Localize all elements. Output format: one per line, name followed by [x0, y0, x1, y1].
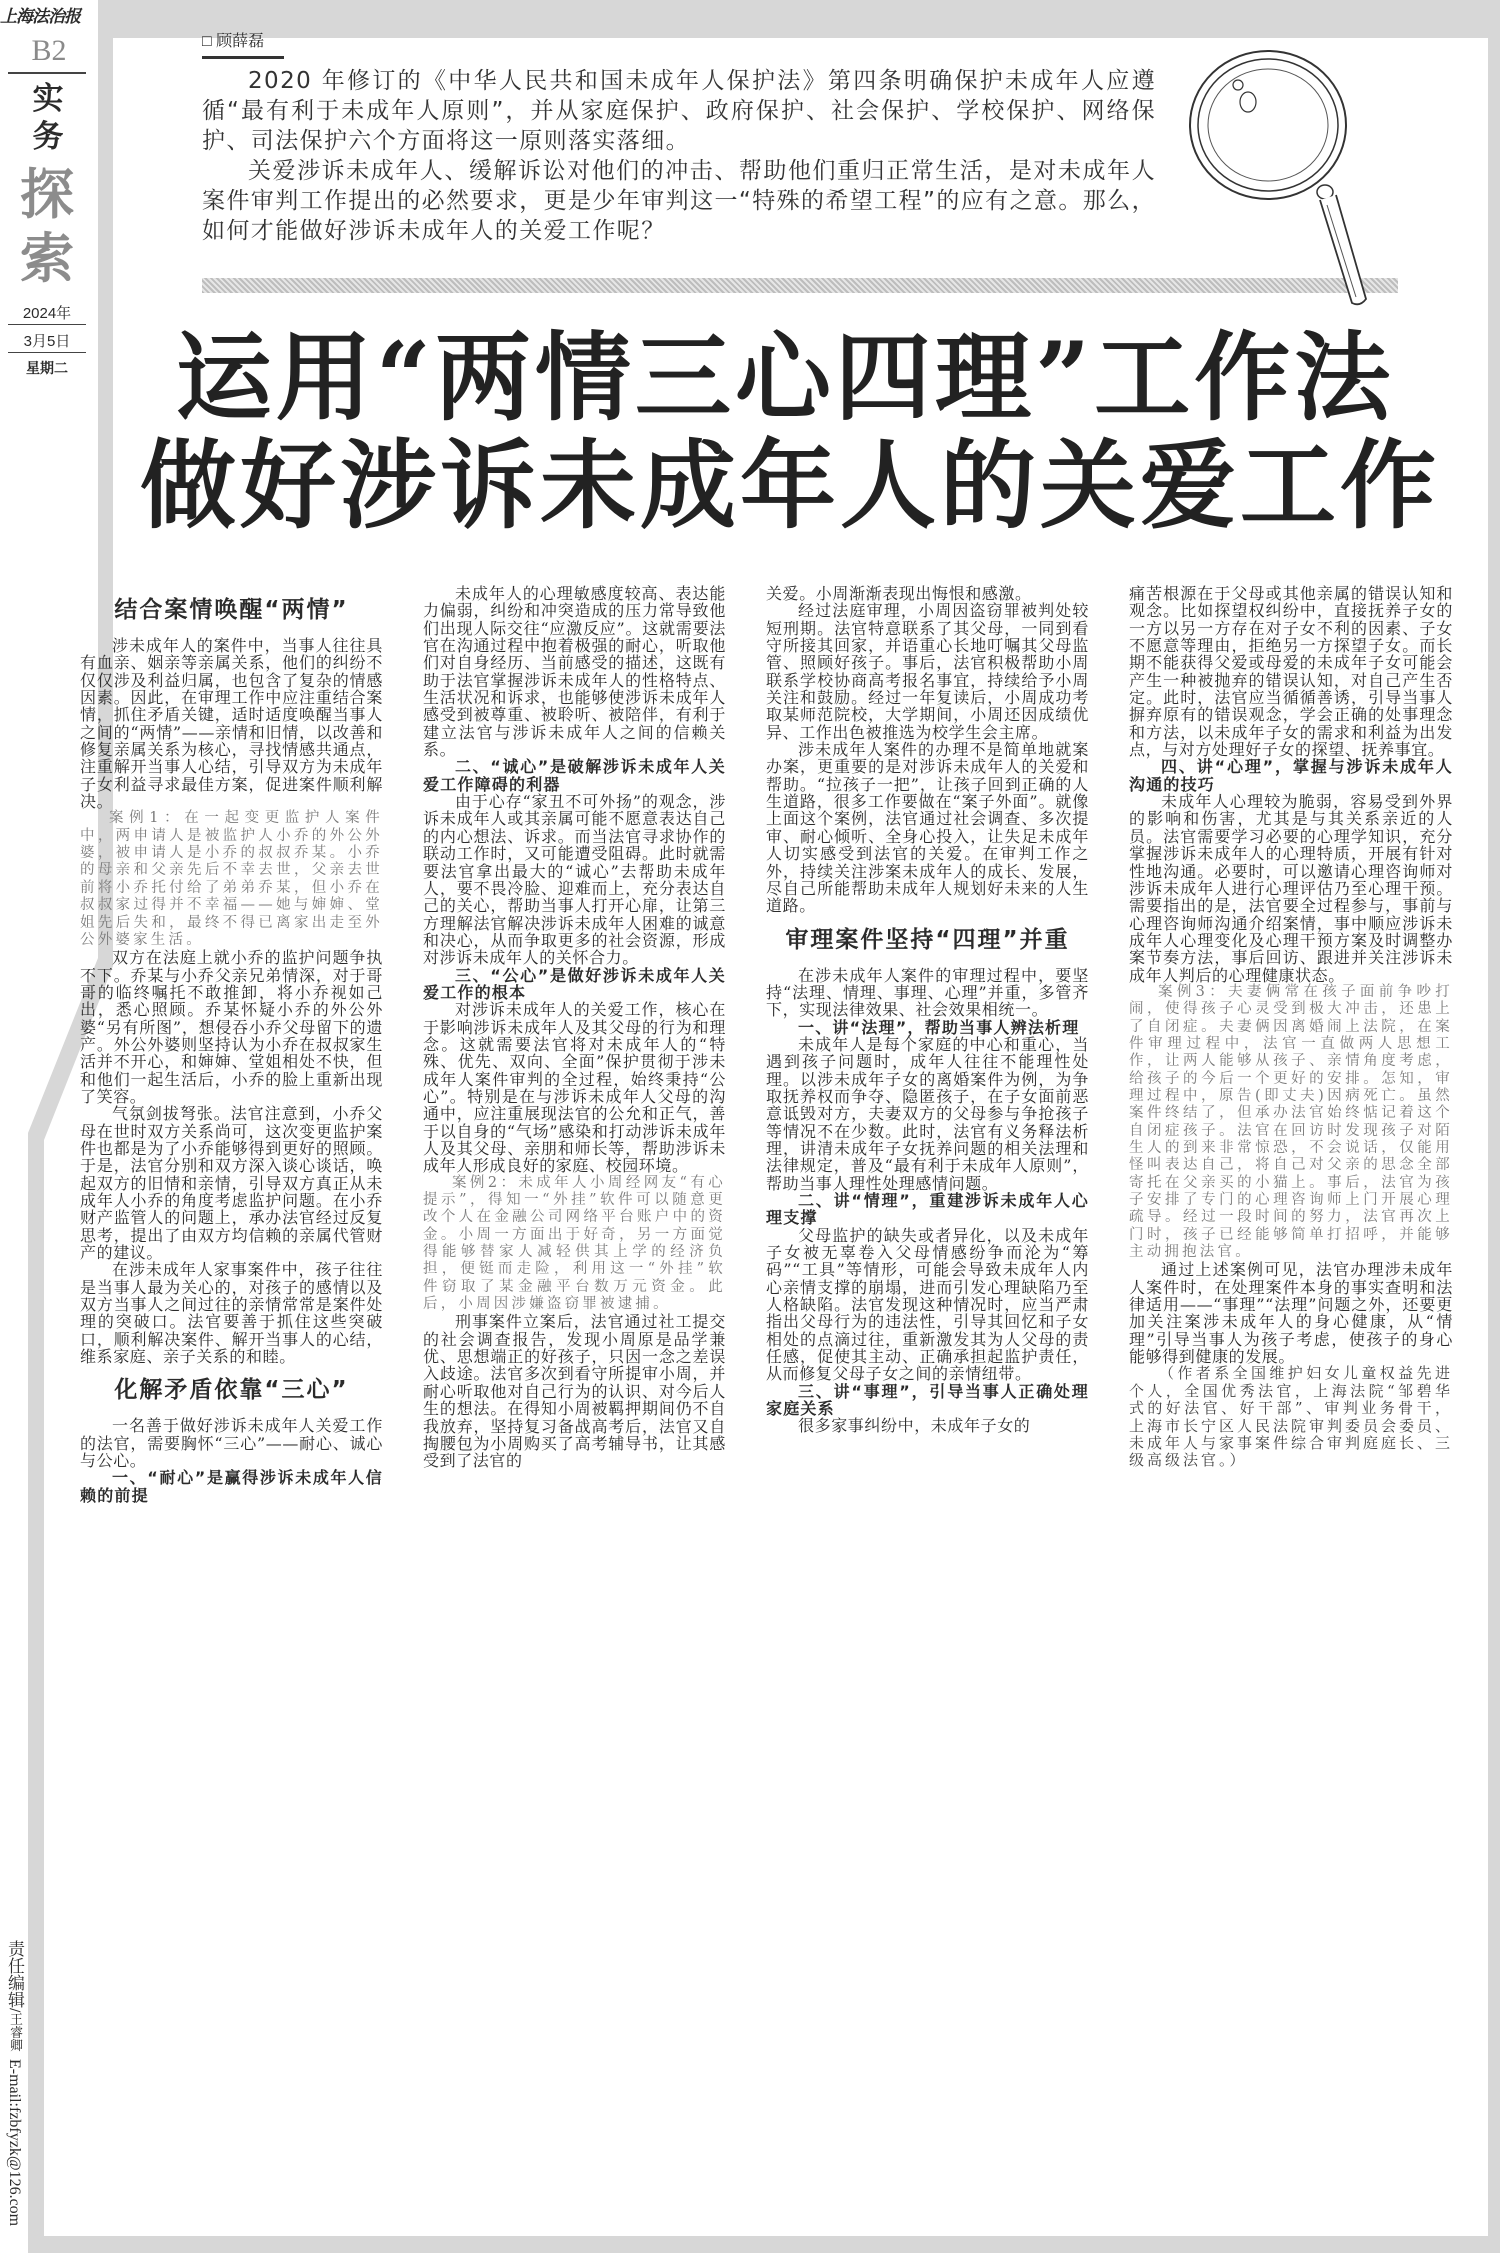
author-bio: （作者系全国维护妇女儿童权益先进个人，全国优秀法官，上海法院“邹碧华式的好法官、好干部”、审判业务骨干，上海市长宁区人民法院审判委员会委员、未成年人与家事案件综合审判庭庭长、三级高级法官。） — [1129, 1364, 1454, 1470]
subheading: 四、讲“心理”，掌握与涉诉未成年人沟通的技巧 — [1129, 757, 1453, 794]
paragraph: 经过法庭审理，小周因盗窃罪被判处较短刑期。法官特意联系了其父母，一同到看守所接其回家，并语重心长地叮嘱其父母监管、照顾好孩子。事后，法官积极帮助小周联系学校协商高考报名事宜，持续给予小周关注和鼓励。经过一年复读后，小周成功考取某师范院校，大学期间，小周还因成绩优异、工作出色被推选为校学生会主席。 — [766, 601, 1089, 742]
paragraph: 双方在法庭上就小乔的监护问题争执不下。乔某与小乔父亲兄弟情深，对于哥哥的临终嘱托不敢推卸，将小乔视如己出，悉心照顾。乔某怀疑小乔的外公外婆“另有所图”，想侵吞小乔父母留下的遗产。外公外婆则坚持认为小乔在叔叔家生活并不开心，和婶婶、堂姐相处不快，但和他们一起生活后，小乔的脸上重新出现了笑容。 — [80, 948, 383, 1106]
magnifier-icon — [1180, 45, 1380, 310]
subheading: 二、讲“情理”，重建涉诉未成年人心理支撑 — [766, 1191, 1089, 1228]
paragraph: 通过上述案例可见，法官办理涉未成年人案件时，在处理案件本身的事实查明和法律适用——“事理”“法理”问题之外，还要更加关注案涉未成年人的身心健康，从“情理”引导当事人为孩子考虑，使孩子的身心能够得到健康的发展。 — [1129, 1260, 1453, 1367]
subheading: 三、“公心”是做好涉诉未成年人关爱工作的根本 — [423, 965, 726, 1002]
paragraph: 刑事案件立案后，法官通过社工提交的社会调查报告，发现小周原是品学兼优、思想端正的好孩子，只因一念之差误入歧途。法官多次到看守所提审小周，并耐心听取他对自己行为的认识、对今后人生的想法。在得知小周被羁押期间仍不自我放弃，坚持复习备战高考后，法官又自掏腰包为小周购买了高考辅导书，让其感受到了法官的 — [423, 1312, 726, 1471]
divider — [8, 72, 86, 74]
lead-paragraph: 2020 年修订的《中华人民共和国未成年人保护法》第四条明确保护未成年人应遵循“最有利于未成年人原则”，并从家庭保护、政府保护、社会保护、学校保护、网络保护、司法保护六个方面将这一原则落实落细。 — [202, 68, 1156, 154]
paragraph: 未成年人心理较为脆弱，容易受到外界的影响和伤害，尤其是与其关系亲近的人员。法官需要学习必要的心理学知识，充分掌握涉诉未成年人的心理特质，开展有针对性地沟通。必要时，可以邀请心理咨询师对涉诉未成年人进行心理评估乃至心理干预。需要指出的是，法官要全过程参与，事前与心理咨询师沟通介绍案情，事中顺应涉诉未成年人心理变化及心理干预方案及时调整办案节奏方法，事后回访、跟进并关注涉诉未成年人判后的心理健康状态。 — [1129, 792, 1453, 985]
paragraph: 涉未成年人的案件中，当事人往往具有血亲、姻亲等亲属关系，他们的纠纷不仅仅涉及利益归属，也包含了复杂的情感因素。因此，在审理工作中应注重结合案情，抓住矛盾关键，适时适度唤醒当事人之间的“两情”——亲情和旧情，以改善和修复亲属关系为核心，寻找情感共通点，注重解开当事人心结，引导双方为未成年子女利益寻求最佳方案，促进案件顺利解决。 — [80, 636, 383, 812]
case-example: 案例2：未成年人小周经网友“有心提示”，得知一“外挂”软件可以随意更改个人在金融公司网络平台账户中的资金。小周一方面出于好奇，另一方面觉得能够替家人减轻供其上学的经济负担，便铤而走险，利用这一“外挂”软件窃取了某金融平台数万元资金。此后，小周因涉嫌盗窃罪被逮捕。 — [423, 1174, 726, 1313]
page-number: B2 — [31, 34, 67, 67]
byline-marker: □ — [202, 33, 212, 50]
section-heading: 化解矛盾依靠“三心” — [114, 1377, 349, 1404]
section-heading: 审理案件坚持“四理”并重 — [785, 926, 1070, 953]
editor-name: /王睿卿 — [7, 2008, 22, 2052]
subheading: 一、讲“法理”，帮助当事人辨法析理 — [798, 1017, 1080, 1037]
issue-date: 3月5日 — [23, 333, 71, 350]
case-example: 案例1：在一起变更监护人案件中，两申请人是被监护人小乔的外公外婆，被申请人是小乔的叔叔乔某。小乔的母亲和父亲先后不幸去世，父亲去世前将小乔托付给了弟弟乔某，但小乔在叔叔家过得并不幸福——她与婶婶、堂姐先后失和，最终不得已离家出走至外公外婆家生活。 — [80, 810, 383, 948]
paragraph: 在涉未成年人家事案件中，孩子往往是当事人最为关心的，对孩子的感情以及双方当事人之间过往的亲情常常是案件处理的突破口。法官要善于抓住这些突破口，顺利解决案件、解开当事人的心结，维系家庭、亲子关系的和睦。 — [80, 1260, 383, 1367]
paragraph: 涉未成年人案件的办理不是简单地就案办案，更重要的是对涉诉未成年人的关爱和帮助。“拉孩子一把”，让孩子回到正确的人生道路，很多工作要做在“案子外面”。就像上面这个案例，法官通过社会调查、多次提审、耐心倾听、全身心投入，让失足未成年人切实感受到法官的关爱。在审判工作之外，持续关注涉案未成年人的成长、发展，尽自己所能帮助未成年人规划好未来的人生道路。 — [766, 740, 1089, 916]
case-example: 案例3：夫妻俩常在孩子面前争吵打闹，使得孩子心灵受到极大冲击，还患上了自闭症。夫妻俩因离婚闹上法院，在案件审理过程中，法官一直做两人思想工作，让两人能够从孩子、亲情角度考虑，给孩子的今后一个更好的安排。怎知，审理过程中，原告(即丈夫)因病死亡。虽然案件终结了，但承办法官始终惦记着这个自闭症孩子。法官在回访时发现孩子对陌生人的到来非常惊恐，不会说话，仅能用怪叫表达自己，将自己对父亲的思念全部寄托在父亲买的小猫上。事后，法官为孩子安排了专门的心理咨询师上门开展心理疏导。经过一段时间的努力，法官再次上门时，孩子已经能够简单打招呼，并能够主动拥抱法官。 — [1129, 983, 1453, 1261]
paragraph: 父母监护的缺失或者异化，以及未成年子女被无辜卷入父母情感纷争而沦为“筹码”“工具”等情形，可能会导致未成年人内心亲情支撑的崩塌，进而引发心理缺陷乃至人格缺陷。法官发现这种情况时，应当严肃指出父母行为的违法性，引导其回忆和子女相处的点滴过往，重新激发其为人父母的责任感，促使其主动、正确承担起监护责任，从而修复父母子女之间的亲情纽带。 — [766, 1225, 1089, 1384]
paragraph: 气氛剑拔弩张。法官注意到，小乔父母在世时双方关系尚可，这次变更监护案件也都是为了小乔能够得到更好的照顾。于是，法官分别和双方深入谈心谈话，唤起双方的旧情和亲情，引导双方真正从未成年人小乔的角度考虑监护问题。在小乔财产监管人的问题上，承办法官经过反复思考，提出了由双方均信赖的亲属代管财产的建议。 — [80, 1104, 383, 1263]
subheading: 三、讲“事理”，引导当事人正确处理家庭关系 — [766, 1381, 1089, 1419]
divider — [8, 352, 86, 353]
author-name: 顾薛磊 — [216, 33, 265, 50]
issue-weekday: 星期二 — [26, 360, 68, 376]
article-column-1 — [80, 585, 383, 1504]
byline — [202, 28, 264, 51]
section-heading: 结合案情唤醒“两情” — [114, 597, 349, 623]
paragraph-continued: 关爱。小周渐渐表现出悔恨和感激。 — [766, 584, 1032, 603]
section-name-top: 实务 — [32, 81, 64, 155]
article-column-3 — [766, 585, 1089, 1435]
divider — [8, 324, 86, 325]
headline-line-1: 运用“两情三心四理”工作法 — [175, 321, 1395, 434]
paragraph: 未成年人是每个家庭的中心和重心，当遇到孩子问题时，成年人往往不能理性处理。以涉未成年子女的离婚案件为例，为争取抚养权而争夺、隐匿孩子，在子女面前恶意诋毁对方，夫妻双方的父母参与争抢孩子等情况不在少数。此时，法官有义务释法析理，讲清未成年子女抚养问题的相关法理和法律规定，普及“最有利于未成年人原则”，帮助当事人理性处理感情问题。 — [766, 1034, 1089, 1193]
lead-intro — [202, 66, 1156, 246]
paragraph: 一名善于做好涉诉未成年人关爱工作的法官，需要胸怀“三心”——耐心、诚心与公心。 — [80, 1416, 383, 1471]
issue-year: 2024年 — [22, 305, 72, 322]
paragraph: 在涉未成年人案件的审理过程中，要坚持“法理、情理、事理、心理”并重，多管齐下，实现法律效果、社会效果相统一。 — [766, 965, 1089, 1020]
paragraph: 对涉诉未成年人的关爱工作，核心在于影响涉诉未成年人及其父母的行为和理念。这就需要法官将对未成年人的“特殊、优先、双向、全面”保护贯彻于涉未成年人案件审判的全过程，始终秉持“公心”。特别是在与涉诉未成年人父母的沟通中，应注重展现法官的公允和正气，善于以自身的“气场”感染和打动涉诉未成年人及其父母、亲朋和师长等，帮助涉诉未成年人形成良好的家庭、校园环境。 — [423, 1000, 726, 1176]
lead-paragraph: 关爱涉诉未成年人、缓解诉讼对他们的冲击、帮助他们重归正常生活，是对未成年人案件审判工作提出的必然要求，更是少年审判这一“特殊的希望工程”的应有之意。那么，如何才能做好涉诉未成年人的关爱工作呢？ — [202, 158, 1156, 244]
subheading: 二、“诚心”是破解涉诉未成年人关爱工作障碍的利器 — [423, 757, 726, 794]
article-column-2 — [423, 585, 726, 1470]
editor-credit — [4, 1940, 24, 2227]
paragraph: 很多家事纠纷中，未成年子女的 — [798, 1416, 1031, 1436]
section-name-bottom: 探索 — [20, 162, 74, 290]
paragraph: 未成年人的心理敏感度较高、表达能力偏弱，纠纷和冲突造成的压力常导致他们出现人际交往“应激反应”。这就需要法官在沟通过程中抱着极强的耐心，听取他们对自身经历、当前感受的描述，这既有助于法官掌握涉诉未成年人的性格特点、生活状况和诉求，也能够使涉诉未成年人感受到被尊重、被聆听、被陪伴，有利于建立法官与涉诉未成年人之间的信赖关系。 — [423, 584, 726, 760]
paragraph: 由于心存“家丑不可外扬”的观念，涉诉未成年人或其亲属可能不愿意表达自己的内心想法、诉求。而当法官寻求协作的联动工作时，又可能遭受阻碍。此时就需要法官拿出最大的“诚心”去帮助未成年人，要不畏冷脸、迎难而上，充分表达自己的关心，帮助当事人打开心扉，让第三方理解法官解决涉诉未成年人困难的诚意和决心，从而争取更多的社会资源，形成对涉诉未成年人的关怀合力。 — [423, 792, 726, 968]
paragraph-continued: 痛苦根源在于父母或其他亲属的错误认知和观念。比如探望权纠纷中，直接抚养子女的一方以另一方存在对子女不利的因素、子女不愿意等理由，拒绝另一方探望子女。而长期不能获得父爱或母爱的未成年子女可能会产生一种被抛弃的错误认知，对自己产生否定。此时，法官应当循循善诱，引导当事人摒弃原有的错误观念，学会正确的处事理念和方法，以未成年子女的需求和利益为出发点，与对方处理好子女的探望、抚养事宜。 — [1129, 584, 1453, 760]
headline-line-2: 做好涉诉未成年人的关爱工作 — [140, 429, 1440, 542]
byline-underline — [202, 56, 284, 59]
editor-email: E-mail:fzbfyzk@126.com — [6, 2059, 23, 2227]
editor-label: 责任编辑 — [4, 1940, 24, 2008]
article-column-4 — [1129, 585, 1453, 1470]
subheading: 一、“耐心”是赢得涉诉未成年人信赖的前提 — [80, 1468, 383, 1505]
newspaper-logo: 上海法治报 — [0, 7, 80, 27]
